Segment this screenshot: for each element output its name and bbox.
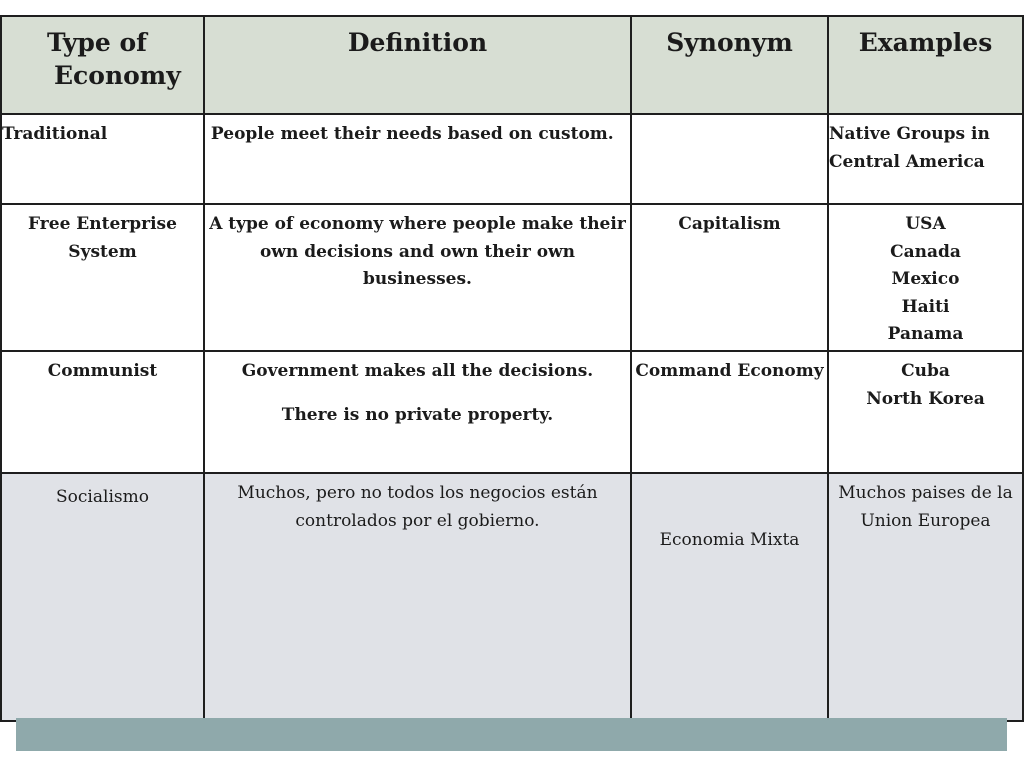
cell-examples-traditional [828,114,1023,204]
table-row-communist [1,351,1023,473]
cell-type-communist: Communist [1,351,204,473]
example-item: Native Groups in [829,124,990,144]
table-row-traditional [1,114,1023,204]
table-row-socialismo [1,473,1023,721]
header-type-line2: Economy [54,60,181,90]
example-item: Central America [829,151,985,172]
economy-table [0,15,1024,722]
footer-bar [16,718,1007,751]
header-definition: Definition [204,16,631,114]
cell-synonym-free-enterprise: Capitalism [631,204,828,351]
cell-examples-free-enterprise [828,204,1023,351]
cell-examples-socialismo: Muchos paises de la Union Europea [828,473,1023,721]
example-item: North Korea [866,388,985,409]
definition-line: There is no private property. [281,404,554,425]
cell-synonym-socialismo: Economia Mixta [631,473,828,721]
cell-definition-communist [204,351,631,473]
cell-definition-socialismo: Muchos, pero no todos los negocios están controlados por el gobierno. [204,473,631,721]
header-row [1,16,1023,114]
cell-definition-free-enterprise: A type of economy where people make their own decisions and own their own businesses. [204,204,631,351]
cell-type-socialismo: Socialismo [1,473,204,721]
header-examples: Examples [828,16,1023,114]
spacer [205,386,630,402]
cell-synonym-communist: Command Economy [631,351,828,473]
cell-type-free-enterprise: Free Enterprise System [1,204,204,351]
header-type-of-economy [1,16,204,114]
cell-definition-traditional: People meet their needs based on custom. [204,114,631,204]
cell-type-traditional: Traditional [1,114,204,204]
example-item: Mexico [891,269,960,290]
cell-examples-communist [828,351,1023,473]
example-item: Panama [887,324,964,345]
table-row-free-enterprise [1,204,1023,351]
header-synonym: Synonym [631,16,828,114]
cell-synonym-traditional [631,114,828,204]
example-item: Canada [890,241,961,262]
example-item: Cuba [901,361,950,381]
definition-line: Government makes all the decisions. [241,361,594,381]
example-item: USA [905,214,946,234]
header-type-line1: Type of [47,28,147,57]
example-item: Haiti [901,296,950,317]
